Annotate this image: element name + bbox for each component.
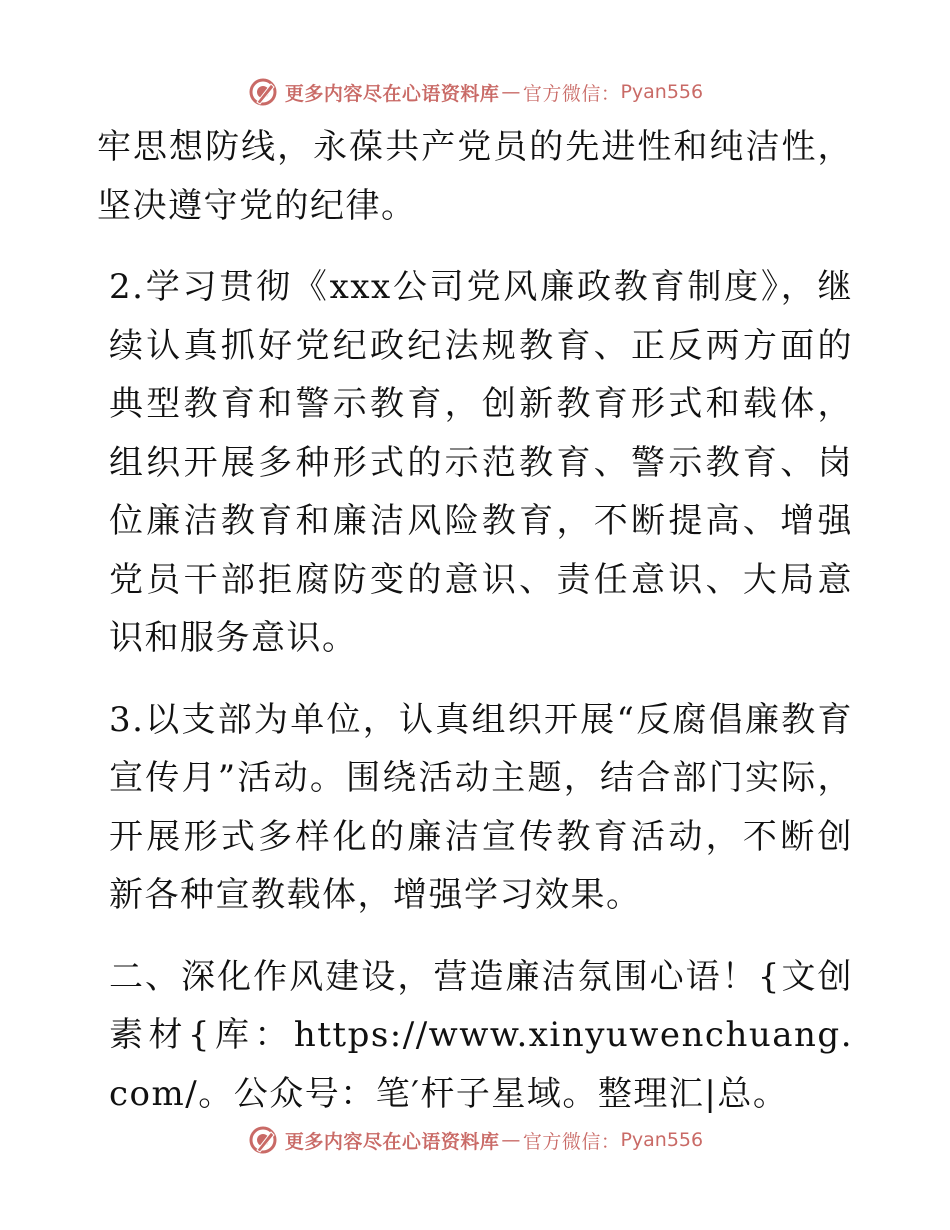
watermark-official-label: 官方微信： <box>522 1130 621 1153</box>
document-body <box>97 118 853 1146</box>
watermark-official-label: 官方微信： <box>522 82 621 105</box>
header-watermark <box>0 72 950 112</box>
watermark-wechat-id: Pyan556 <box>620 1129 704 1151</box>
section-heading-2: 二、深化作风建设，营造廉洁氛围心语！{文创素材{库：https://www.xinyuwenchuang.com/。公众号：笔′杆子星域。整理汇|总。 <box>109 956 853 1114</box>
paragraph-continuation: 牢思想防线，永葆共产党员的先进性和纯洁性，坚决遵守党的纪律。 <box>97 127 853 226</box>
watermark-main-text: 更多内容尽在心语资料库 <box>284 82 500 105</box>
watermark-main-text: 更多内容尽在心语资料库 <box>284 1130 500 1153</box>
watermark-wechat-id: Pyan556 <box>620 81 704 103</box>
paragraph-item-3: 3.以支部为单位，认真组织开展“反腐倡廉教育宣传月”活动。围绕活动主题，结合部门实际，开展形式多样化的廉洁宣传教育活动，不断创新各种宣教载体，增强学习效果。 <box>109 699 853 915</box>
watermark-dash: — <box>501 81 521 103</box>
quill-logo-icon <box>247 1124 279 1156</box>
watermark-dash: — <box>501 1129 521 1151</box>
footer-watermark <box>0 1120 950 1160</box>
paragraph-item-2: 2.学习贯彻《xxx公司党风廉政教育制度》，继续认真抓好党纪政纪法规教育、正反两方面的典型教育和警示教育，创新教育形式和载体，组织开展多种形式的示范教育、警示教育、岗位廉洁教育和廉洁风险教育，不断提高、增强党员干部拒腐防变的意识、责任意识、大局意识和服务意识。 <box>109 267 853 658</box>
quill-logo-icon <box>247 76 279 108</box>
